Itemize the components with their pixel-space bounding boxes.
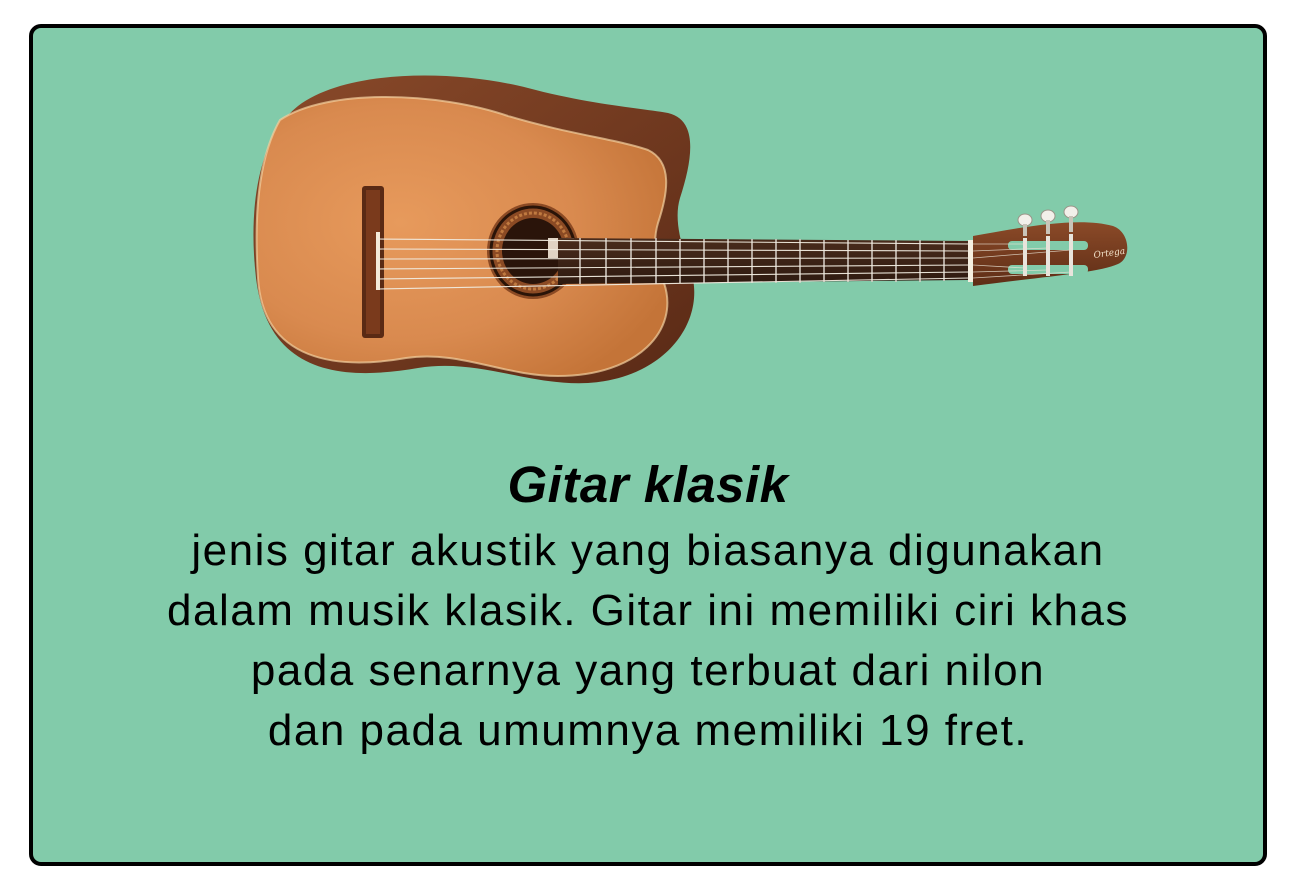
svg-text:Ortega: Ortega bbox=[1093, 246, 1126, 261]
info-card bbox=[29, 24, 1267, 866]
card-description bbox=[33, 521, 1263, 761]
card-title: Gitar klasik bbox=[507, 456, 789, 513]
classical-guitar-image bbox=[228, 58, 1126, 398]
description-line: jenis gitar akustik yang biasanya digunakan bbox=[191, 526, 1105, 575]
description-line: pada senarnya yang terbuat dari nilon bbox=[250, 646, 1046, 695]
description-line: dalam musik klasik. Gitar ini memiliki ciri khas bbox=[167, 586, 1129, 635]
description-line: dan pada umumnya memiliki 19 fret. bbox=[267, 706, 1029, 755]
